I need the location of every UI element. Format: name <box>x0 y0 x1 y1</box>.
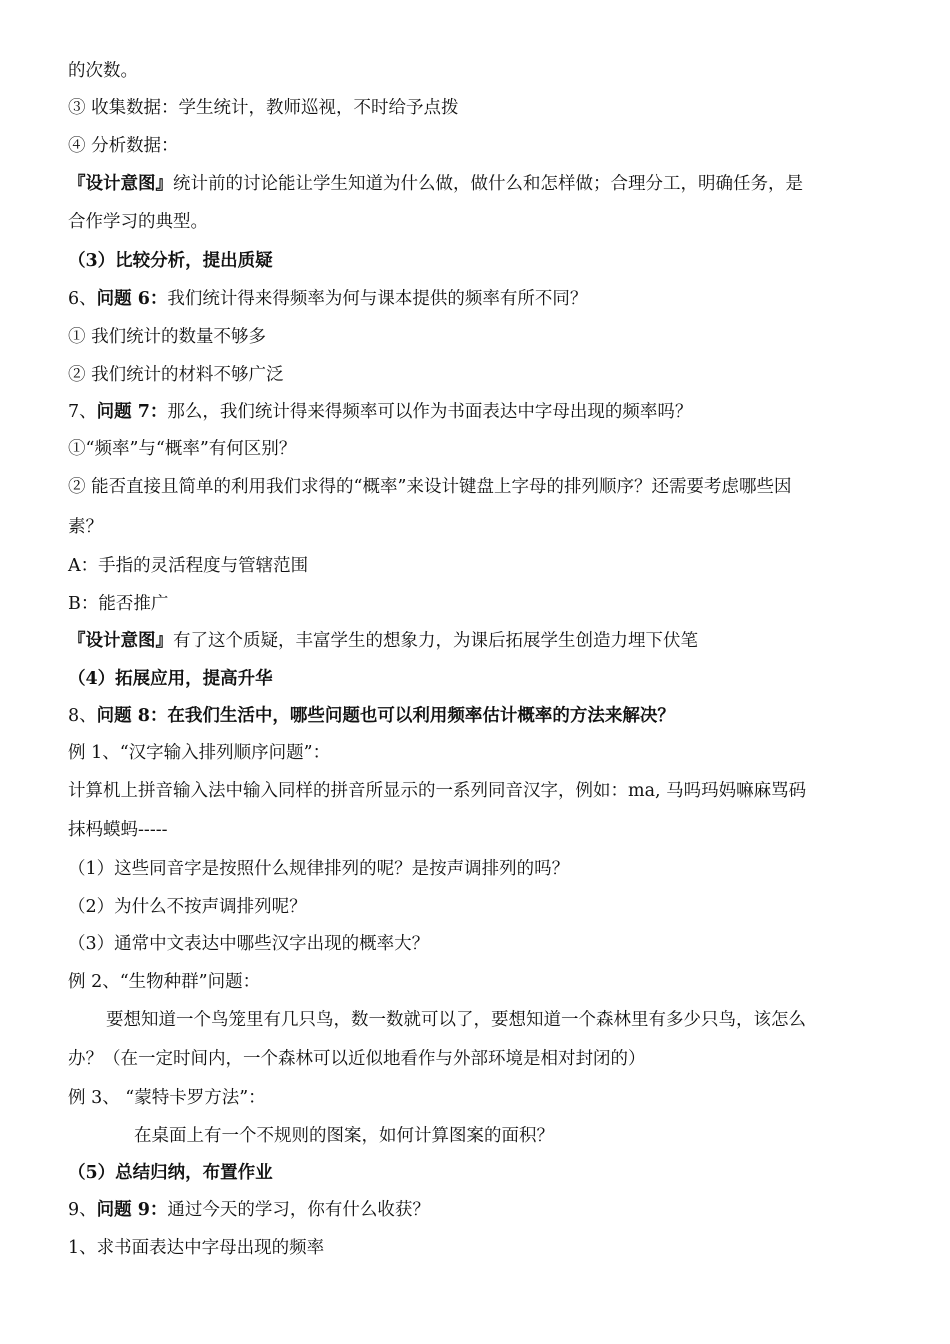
text-line: 合作学习的典型。 <box>68 212 208 232</box>
text-line: 1、求书面表达中字母出现的频率 <box>68 1238 325 1258</box>
text-line: ④ 分析数据： <box>68 136 179 156</box>
question-line: 7、问题 7：那么，我们统计得来得频率可以作为书面表达中字母出现的频率吗？ <box>68 402 693 422</box>
question-line: 8、问题 8：在我们生活中，哪些问题也可以利用频率估计概率的方法来解决？ <box>68 706 675 726</box>
question-line: 6、问题 6：我们统计得来得频率为何与课本提供的频率有所不同？ <box>68 289 588 309</box>
text-line: ① 我们统计的数量不够多 <box>68 327 267 347</box>
text-line: 要想知道一个鸟笼里有几只鸟，数一数就可以了，要想知道一个森林里有多少只鸟，该怎么 <box>106 1010 806 1030</box>
text-line: 素？ <box>68 517 103 537</box>
text-line: B：能否推广 <box>68 594 169 614</box>
section-heading: （4）拓展应用，提高升华 <box>68 669 273 689</box>
text-line: 在桌面上有一个不规则的图案，如何计算图案的面积？ <box>134 1126 554 1146</box>
section-heading: （5）总结归纳，布置作业 <box>68 1163 273 1183</box>
design-intent-line: 『设计意图』有了这个质疑，丰富学生的想象力，为课后拓展学生创造力埋下伏笔 <box>68 631 698 651</box>
text-line: （2）为什么不按声调排列呢？ <box>68 897 307 917</box>
text-line: 例 3、 “蒙特卡罗方法”： <box>68 1088 266 1108</box>
text-line: ①“频率”与“概率”有何区别？ <box>68 439 297 459</box>
text-line: （3）通常中文表达中哪些汉字出现的概率大？ <box>68 934 430 954</box>
text-line: ② 能否直接且简单的利用我们求得的“概率”来设计键盘上字母的排列顺序？还需要考虑哪些因 <box>68 477 792 497</box>
text-line: 的次数。 <box>68 61 138 81</box>
text-line: 例 2、“生物种群”问题： <box>68 972 261 992</box>
section-heading: （3）比较分析，提出质疑 <box>68 251 273 271</box>
text-line: 例 1、“汉字输入排列顺序问题”： <box>68 743 331 763</box>
text-line: ③ 收集数据：学生统计，教师巡视，不时给予点拨 <box>68 98 459 118</box>
design-intent-line: 『设计意图』统计前的讨论能让学生知道为什么做，做什么和怎样做；合理分工，明确任务，是 <box>68 174 803 194</box>
text-line: A：手指的灵活程度与管辖范围 <box>68 556 309 576</box>
text-line: 抹杩蟆蚂----- <box>68 820 168 840</box>
text-line: ② 我们统计的材料不够广泛 <box>68 365 284 385</box>
text-line: 办？（在一定时间内，一个森林可以近似地看作与外部环境是相对封闭的） <box>68 1049 646 1069</box>
text-line: 计算机上拼音输入法中输入同样的拼音所显示的一系列同音汉字，例如：ma, 马吗玛妈嘛麻骂码 <box>68 781 807 801</box>
question-line: 9、问题 9：通过今天的学习，你有什么收获？ <box>68 1200 430 1220</box>
text-line: （1）这些同音字是按照什么规律排列的呢？是按声调排列的吗？ <box>68 859 570 879</box>
